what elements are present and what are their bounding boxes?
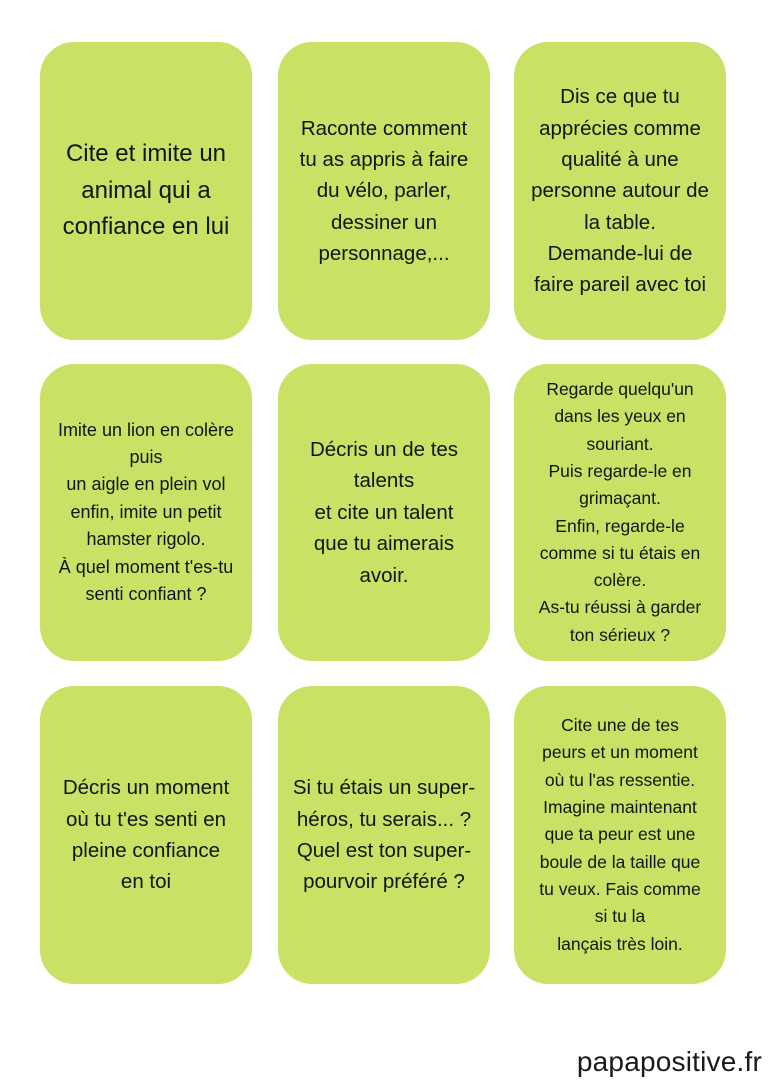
card-animal-confiance — [40, 42, 252, 340]
card-super-heros — [278, 686, 490, 984]
card-cite-une-peur — [514, 686, 726, 984]
card-decris-tes-talents — [278, 364, 490, 661]
card-raconte-comment — [278, 42, 490, 340]
card-imite-un-lion — [40, 364, 252, 661]
card-text: Dis ce que tu apprécies comme qualité à une personne autour de la table. Demande-lui de faire pareil avec toi — [531, 85, 709, 297]
card-text: Cite et imite un animal qui a confiance en lui — [62, 140, 230, 241]
card-dis-ce-que-tu-apprecies — [514, 42, 726, 340]
card-decris-un-moment — [40, 686, 252, 984]
card-text: Décris un moment où tu t'es senti en pleine confiance en toi — [62, 776, 230, 894]
card-text: Regarde quelqu'un dans les yeux en souriant. Puis regarde-le en grimaçant. Enfin, regarde-le comme si tu étais en colère. As-tu réussi à garder ton sérieux ? — [538, 379, 702, 645]
card-text: Décris un de tes talents et cite un talent que tu aimerais avoir. — [309, 438, 459, 587]
card-text: Si tu étais un super- héros, tu serais... ? Quel est ton super- pourvoir préféré ? — [292, 776, 476, 894]
site-watermark: papapositive.fr — [576, 1046, 762, 1077]
card-regarde-quelquun — [514, 364, 726, 661]
card-text: Raconte comment tu as appris à faire du vélo, parler, dessiner un personnage,... — [299, 116, 469, 266]
card-text: Imite un lion en colère puis un aigle en plein vol enfin, imite un petit hamster rigolo. À quel moment t'es-tu senti confiant ? — [57, 419, 235, 604]
card-text: Cite une de tes peurs et un moment où tu l'as ressentie. Imagine maintenant que ta peur est une boule de la taille que tu veux. Fais comme si tu la lançais très loin. — [539, 715, 701, 954]
